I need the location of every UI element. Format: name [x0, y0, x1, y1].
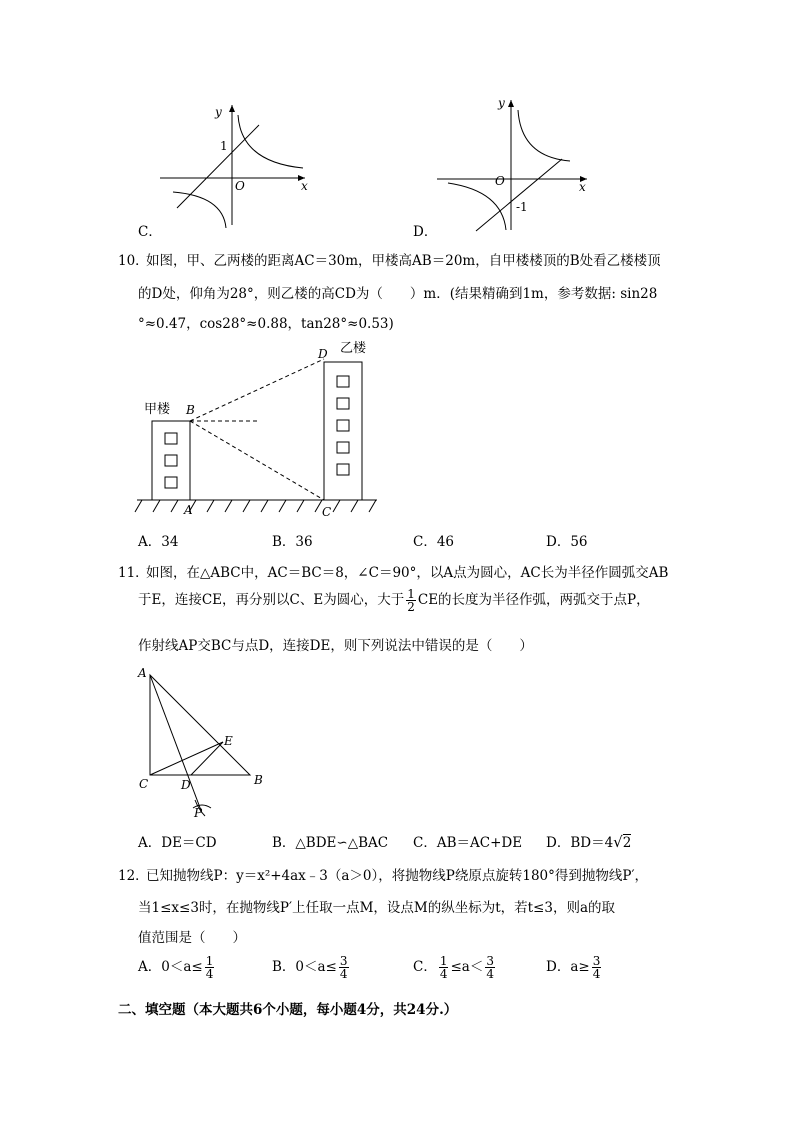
q11-option-d [546, 831, 631, 851]
label-point-d: D [318, 347, 328, 361]
q10-line3: °≈0.47，cos28°≈0.88，tan28°≈0.53) [138, 316, 394, 332]
q12-option-c-frac2 [485, 955, 495, 980]
q11-number: 11． [118, 565, 149, 581]
frac-den: 4 [339, 967, 348, 981]
label-b: B [254, 773, 263, 787]
graph-c-origin: O [235, 179, 245, 193]
q12-option-a [138, 955, 216, 980]
q12-option-c-mid: ≤a＜ [450, 959, 484, 975]
q12-line2: 当1≤x≤3时，在抛物线P′上任取一点M，设点M的纵坐标为t，若t≤3，则a的取 [138, 900, 616, 916]
graph-d-x-label: x [579, 180, 586, 194]
label-building-a: 甲楼 [144, 402, 171, 417]
frac-den: 4 [439, 967, 448, 981]
frac-den: 4 [205, 967, 214, 981]
q11-option-d-radicand: 2 [622, 835, 632, 851]
q12-option-a-label: A． [138, 959, 162, 975]
q11-frac-den: 2 [407, 600, 415, 614]
graph-d-intercept: -1 [516, 200, 528, 214]
q12-option-d [546, 955, 603, 980]
q12-option-b-frac [339, 955, 349, 980]
q10-option-d: D．56 [546, 534, 588, 550]
q12-option-b [272, 955, 351, 980]
q12-option-b-pre: 0＜a≤ [295, 959, 337, 975]
q12-option-c-label: C． [413, 959, 437, 975]
q10-option-b: B．36 [272, 534, 313, 550]
q10-option-c: C．46 [413, 534, 455, 550]
label-e: E [224, 734, 233, 748]
q10-option-a: A．34 [138, 534, 179, 550]
graph-option-d [432, 95, 602, 235]
q10-number: 10． [118, 253, 149, 269]
q11-line1: 如图，在△ABC中，AC＝BC＝8，∠C＝90°，以A点为圆心，AC长为半径作圆弧交AB [146, 565, 669, 581]
frac-num: 3 [486, 954, 494, 968]
q11-option-a: A．DE＝CD [138, 835, 217, 851]
graph-c-intercept: 1 [220, 139, 228, 153]
graph-option-c [155, 100, 325, 230]
q11-frac-num: 1 [407, 587, 415, 601]
label-point-b: B [186, 403, 195, 417]
graph-d-origin: O [495, 174, 505, 188]
option-c-label: C． [138, 224, 162, 240]
frac-num: 3 [339, 954, 348, 968]
q11-line3: 作射线AP交BC与点D，连接DE，则下列说法中错误的是（ ） [138, 638, 533, 654]
option-d-label: D． [413, 224, 438, 240]
q11-fraction [406, 588, 416, 613]
label-p: P [194, 806, 203, 820]
q12-line3: 值范围是（ ） [138, 930, 246, 946]
q12-option-c [413, 955, 497, 980]
q12-option-b-label: B． [272, 959, 296, 975]
q12-option-a-frac [205, 955, 215, 980]
q11-line2-post: CE的长度为半径作弧，两弧交于点P， [417, 592, 650, 608]
label-point-c: C [322, 505, 332, 519]
q12-option-d-frac [592, 955, 602, 980]
q12-option-d-pre: a≥ [570, 959, 590, 975]
q11-triangle-figure [135, 660, 275, 820]
graph-c-x-label: x [301, 179, 308, 193]
frac-den: 4 [592, 967, 601, 981]
frac-num: 1 [205, 954, 214, 968]
q11-line2-pre: 于E，连接CE，再分别以C、E为圆心，大于 [138, 592, 405, 608]
q12-option-a-pre: 0＜a≤ [161, 959, 203, 975]
label-c: C [139, 777, 149, 791]
frac-num: 3 [592, 954, 601, 968]
q11-option-d-text: D．BD＝4 [546, 835, 614, 851]
q12-option-c-frac1 [439, 955, 449, 980]
q11-option-c: C．AB＝AC+DE [413, 835, 523, 851]
q12-line1: 已知抛物线P：y＝x²+4ax﹣3（a＞0），将抛物线P绕原点旋转180°得到抛物线P′， [146, 868, 649, 884]
q10-line2: 的D处，仰角为28°，则乙楼的高CD为（ ）m．(结果精确到1m，参考数据: sin28 [138, 286, 658, 302]
graph-c-y-label: y [215, 105, 222, 119]
q12-number: 12． [118, 868, 149, 884]
q11-option-b: B．△BDE∽△BAC [272, 835, 389, 851]
label-a: A [138, 666, 147, 680]
q10-line1: 如图，甲、乙两楼的距离AC＝30m，甲楼高AB＝20m，自甲楼楼顶的B处看乙楼楼顶 [146, 253, 661, 269]
q10-building-figure [132, 340, 392, 520]
label-d: D [181, 778, 191, 792]
section-title: 二、填空题（本大题共6个小题，每小题4分，共24分.） [118, 1002, 458, 1018]
sqrt-icon: √ [613, 833, 623, 851]
graph-d-y-label: y [498, 96, 505, 110]
q12-option-d-label: D． [546, 959, 571, 975]
label-building-b: 乙楼 [340, 341, 367, 356]
frac-num: 1 [439, 954, 448, 968]
label-point-a: A [184, 503, 193, 517]
q11-line2 [138, 588, 650, 613]
frac-den: 4 [486, 967, 494, 981]
